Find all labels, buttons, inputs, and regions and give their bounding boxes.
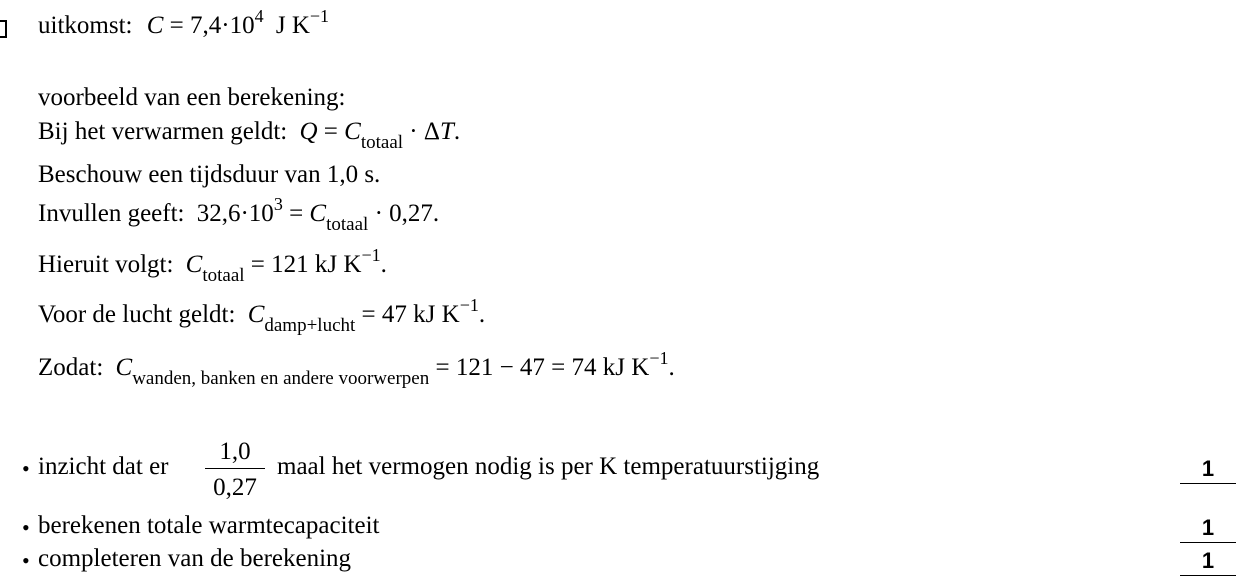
outcome-exponent: 4 — [254, 6, 264, 26]
line-1-text: Bij het verwarmen geldt: — [38, 118, 288, 145]
answer-marker-icon — [0, 20, 7, 38]
example-line-1 — [38, 118, 461, 153]
line-3-rest: · 0,27. — [374, 200, 440, 227]
fraction-denominator: 0,27 — [213, 474, 257, 501]
criterion-3-text: completeren van de berekening — [38, 545, 352, 572]
line-3-text: Invullen geeft: — [38, 200, 185, 227]
criterion-1-bullet: • — [22, 456, 30, 481]
example-line-6 — [38, 348, 675, 389]
example-line-3 — [38, 194, 440, 235]
outcome-line — [38, 6, 330, 40]
line-4-rest: = 121 kJ K — [250, 251, 362, 278]
criterion-2-bullet: • — [22, 515, 30, 540]
outcome-label: uitkomst: — [38, 12, 133, 39]
line-3-value: 32,6·10 — [196, 200, 274, 227]
criterion-3-bullet: • — [22, 548, 30, 573]
example-line-5 — [38, 295, 486, 336]
fraction-bar — [205, 468, 265, 469]
criterion-1-post: maal het vermogen nodig is per K temperatuurstijging — [277, 453, 820, 480]
line-3-c: C — [309, 200, 327, 227]
outcome-value: = 7,4·10 — [169, 12, 255, 39]
line-4-sub: totaal — [202, 265, 245, 286]
example-line-4 — [38, 245, 387, 286]
outcome-unit: J K — [275, 12, 310, 39]
line-5-rest: = 47 kJ K — [361, 301, 460, 328]
line-4-exponent: −1 — [361, 245, 381, 265]
line-6-end: . — [668, 354, 675, 381]
line-5-c: C — [247, 301, 265, 328]
line-1-t: T — [439, 118, 454, 145]
line-5-text: Voor de lucht geldt: — [38, 301, 236, 328]
line-3-eq: = — [289, 200, 304, 227]
line-1-q: Q — [299, 118, 318, 145]
criterion-1-fraction — [205, 439, 265, 501]
line-3-exponent: 3 — [273, 194, 283, 214]
outcome-unit-exponent: −1 — [309, 6, 330, 26]
line-6-rest: = 121 − 47 = 74 kJ K — [435, 354, 650, 381]
line-1-sub: totaal — [360, 132, 404, 153]
line-1-end: . — [453, 118, 461, 145]
line-6-c: C — [115, 354, 133, 381]
outcome-symbol: C — [146, 12, 164, 39]
criterion-2-text: berekenen totale warmtecapaciteit — [38, 512, 380, 539]
fraction-numerator: 1,0 — [219, 438, 251, 465]
criterion-2-score: 1 — [1180, 516, 1236, 543]
line-4-end: . — [380, 251, 387, 278]
line-6-sub: wanden, banken en andere voorwerpen — [132, 368, 430, 389]
line-5-exponent: −1 — [459, 295, 479, 315]
line-3-sub: totaal — [326, 214, 369, 235]
line-1-c: C — [344, 118, 361, 145]
line-5-sub: damp+lucht — [264, 315, 356, 336]
criterion-3-score: 1 — [1180, 549, 1236, 576]
criterion-1-score: 1 — [1180, 457, 1236, 484]
line-1-eq: = — [323, 118, 338, 145]
example-line-2: Beschouw een tijdsduur van 1,0 s. — [38, 161, 381, 188]
line-4-c: C — [185, 251, 203, 278]
criterion-1-pre: inzicht dat er — [38, 453, 169, 480]
line-6-exponent: −1 — [649, 348, 669, 368]
example-heading: voorbeeld van een berekening: — [38, 84, 346, 111]
line-4-text: Hieruit volgt: — [38, 251, 174, 278]
line-1-rest: · Δ — [409, 118, 440, 145]
line-6-text: Zodat: — [38, 354, 104, 381]
line-5-end: . — [478, 301, 486, 328]
